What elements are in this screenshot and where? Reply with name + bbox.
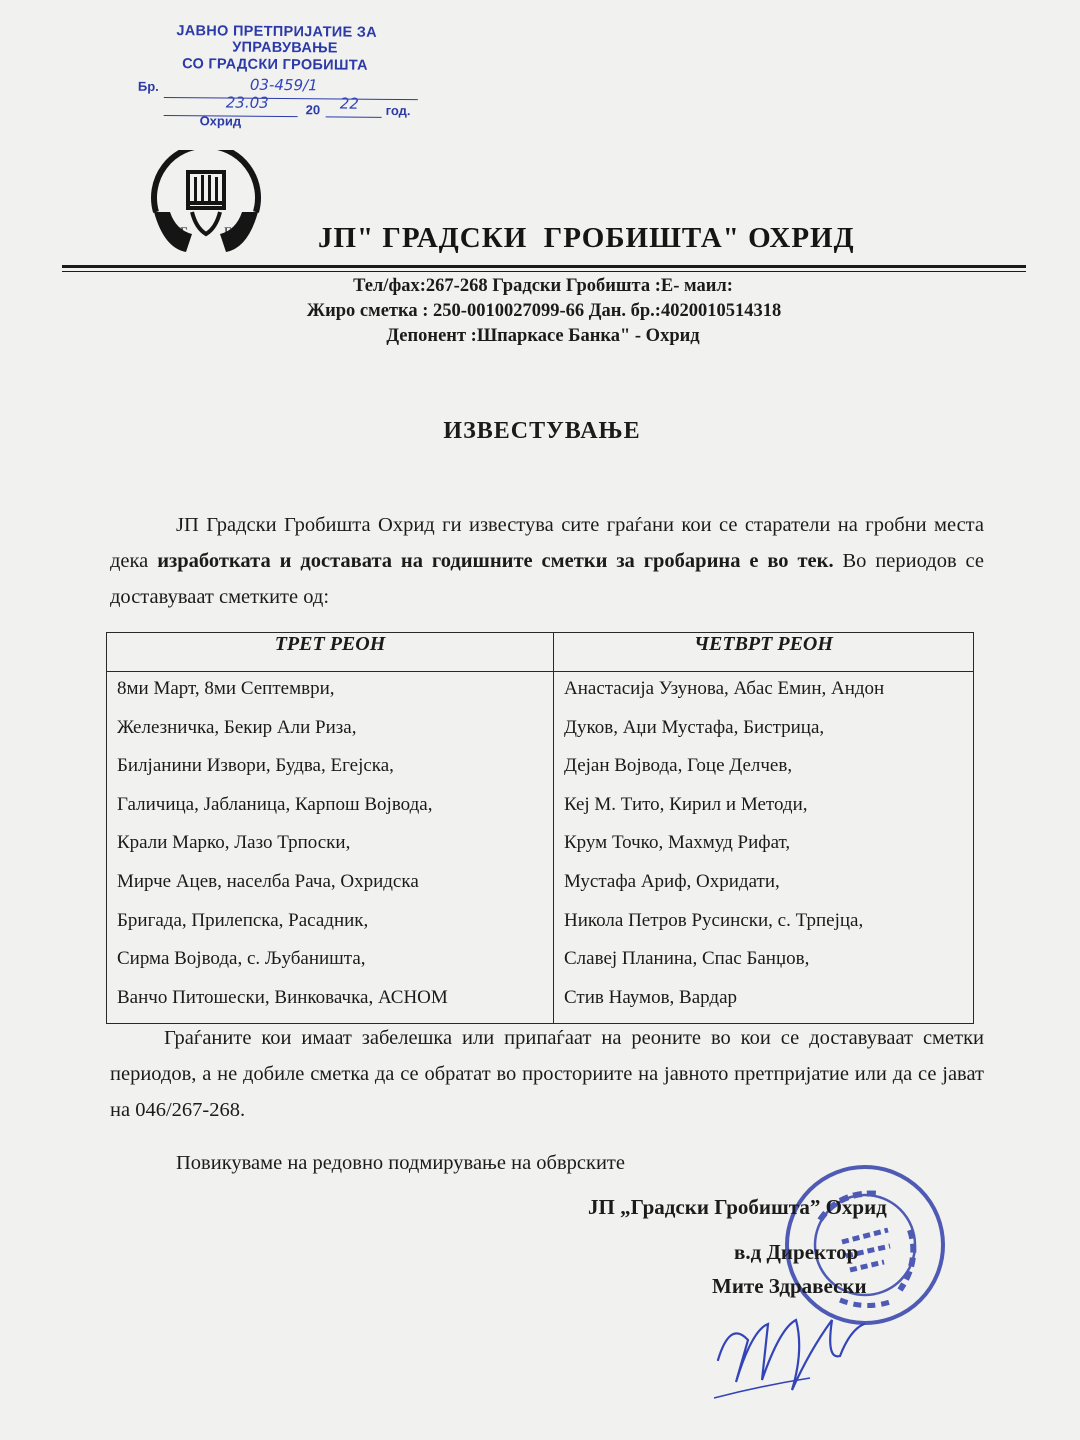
contact-phone-line: Тел/фах:267-268 Градски Гробишта :Е- маил:	[353, 276, 733, 296]
document-title: ИЗВЕСТУВАЊЕ	[443, 418, 641, 444]
street-list-item: Мирче Ацев, населба Рача, Охридска	[117, 870, 419, 892]
intro-text-1: ЈП Градски Гробишта Охрид ги известува сите граѓани кои се старатели на гробни места дека	[110, 514, 984, 572]
street-list-item: Дуков, Аџи Мустафа, Бистрица,	[564, 716, 825, 738]
stamp-number-value: 03-459/1	[249, 75, 318, 95]
stamp-year-value: 22	[339, 94, 359, 113]
logo-letter-right: Г	[224, 224, 232, 239]
contact-account-line: Жиро сметка : 250-0010027099-66 Дан. бр.:4020010514318	[306, 301, 782, 321]
closing-sentence: Повикуваме на редовно подмирување на обврските	[176, 1152, 625, 1174]
street-list-item: Галичица, Јабланица, Карпош Војвода,	[117, 793, 433, 815]
signature-role: в.д Директор	[734, 1240, 859, 1264]
street-list-item: Железничка, Бекир Али Риза,	[117, 716, 357, 738]
street-list-item: Бригада, Прилепска, Расадник,	[117, 909, 369, 931]
intro-text-bold: изработката и доставата на годишните сметки за гробарина е во тек.	[157, 550, 834, 572]
stamp-number-label: Бр.	[137, 78, 159, 94]
stamp-place: Охрид	[199, 113, 242, 129]
street-list-item: Крали Марко, Лазо Трпоски,	[117, 832, 351, 854]
street-list-item: 8ми Март, 8ми Септември,	[117, 678, 335, 699]
logo-letter-left: Г	[180, 224, 188, 239]
street-list-item: Стив Наумов, Вардар	[564, 986, 738, 1008]
street-list-item: Кеј М. Тито, Кирил и Методи,	[564, 793, 808, 815]
handwritten-signature	[700, 1290, 880, 1410]
header-rule-thick	[62, 265, 1026, 268]
stamp-year-line	[326, 116, 382, 117]
notice-paragraph: Граѓаните кои имаат забелешка или припаѓаат на реоните во кои се доставуваат сметки периодов, а не добиле сметка да се обратат во просториите на јавното претпријатие или да се јават на 046/267-268.	[110, 1027, 984, 1121]
intro-text-2: Во периодов се доставуваат сметките од:	[110, 550, 984, 608]
stamp-year-prefix: 20	[305, 102, 321, 118]
header-third-region: ТРЕТ РЕОН	[107, 633, 554, 672]
street-list-item: Мустафа Ариф, Охридати,	[564, 870, 780, 892]
stamp-line-3: СО ГРАДСКИ ГРОБИШТА	[182, 56, 368, 74]
street-list-item: Сирма Војвода, с. Љубаништа,	[117, 948, 366, 970]
signature-name: Мите Здравески	[712, 1274, 867, 1298]
street-list-item: Дејан Војвода, Гоце Делчев,	[564, 755, 793, 777]
header-rule-thin	[62, 271, 1026, 272]
registration-stamp	[138, 21, 429, 134]
stamp-date-value: 23.03	[225, 93, 269, 112]
street-list-item: Билјанини Извори, Будва, Егејска,	[117, 755, 394, 777]
org-name-heading: ЈП" ГРАДСКИ ГРОБИШТА" ОХРИД	[318, 222, 855, 254]
street-list-item: Анастасија Узунова, Абас Емин, Андон	[564, 678, 885, 699]
fourth-region-cell	[554, 672, 974, 1024]
street-list-item: Крум Точко, Махмуд Рифат,	[564, 832, 791, 854]
contact-bank-line: Депонент :Шпаркасе Банка" - Охрид	[386, 326, 700, 346]
stamp-line-2: УПРАВУВАЊЕ	[232, 39, 338, 57]
header-fourth-region: ЧЕТВРТ РЕОН	[554, 633, 974, 672]
signature-organization: ЈП „Градски Гробишта” Охрид	[588, 1195, 887, 1219]
contact-block	[0, 274, 1080, 349]
stamp-number-line	[164, 97, 418, 100]
stamp-line-1: ЈАВНО ПРЕТПРИЈАТИЕ ЗА	[176, 23, 378, 41]
street-list-item: Славеј Планина, Спас Банџов,	[564, 948, 810, 970]
street-list-item: Никола Петров Русински, с. Трпејца,	[564, 909, 864, 931]
cemetery-logo-icon	[146, 150, 266, 260]
street-list-item: Ванчо Питошески, Винковачка, АСНОМ	[117, 986, 448, 1008]
intro-paragraph	[110, 507, 984, 615]
third-region-cell	[107, 672, 554, 1024]
stamp-year-suffix: год.	[385, 102, 411, 119]
regions-table	[106, 632, 974, 1024]
